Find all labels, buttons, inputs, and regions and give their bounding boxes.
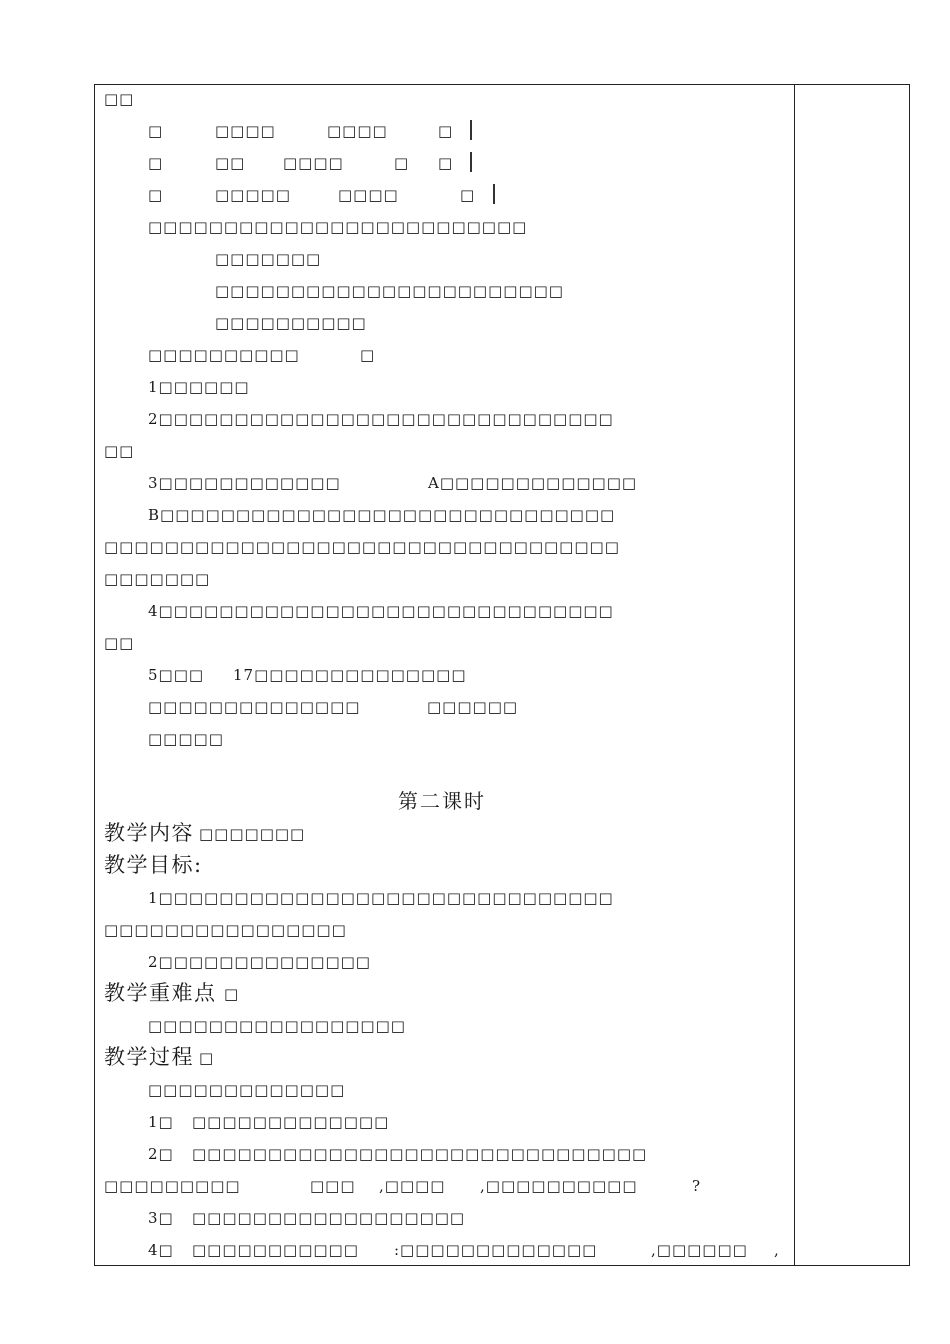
text-line: □□□□□□□□□□	[215, 314, 367, 332]
keypoints-value: □□□□□□□□□□□□□□□□□	[148, 1017, 406, 1035]
text-line: 17□□□□□□□□□□□□□□	[233, 666, 467, 684]
process-step: ,□□□□□□□□□□	[480, 1177, 638, 1195]
process-step: □□□	[310, 1177, 356, 1195]
goal-item-cont: □□□□□□□□□□□□□□□□	[104, 921, 347, 939]
text-line: □□	[215, 154, 246, 172]
text-line: □	[148, 122, 164, 140]
text-line: □	[438, 122, 454, 140]
column-divider	[794, 84, 795, 1266]
process-step: □□□□□□□□□□□□□□□□□□	[192, 1209, 466, 1227]
text-line: □□□□□□□	[104, 570, 211, 588]
text-line: □□□□□□□□□□□□□□□□□□□□□□□□□□□□□□□□□□	[104, 538, 620, 556]
process-step: ?	[692, 1177, 702, 1195]
process-step: ,□□□□	[379, 1177, 446, 1195]
text-line: □□□□	[215, 122, 276, 140]
step-number: 4□	[148, 1241, 174, 1259]
process-step: :□□□□□□□□□□□□□	[394, 1241, 598, 1259]
double-bar-icon	[470, 152, 472, 172]
text-line: A□□□□□□□□□□□□□	[428, 474, 638, 492]
process-step: ,□□□□□□	[651, 1241, 748, 1259]
text-line: □□□□	[327, 122, 388, 140]
text-line: □□□□□□□□□□□□□□	[148, 698, 361, 716]
text-line: □	[394, 154, 410, 172]
content-value: □□□□□□□	[199, 825, 306, 843]
text-line: □□□□□□□□□□□□□□□□□□□□□□□□□	[148, 218, 528, 236]
text-line: □	[148, 154, 164, 172]
text-line: 1□□□□□□	[148, 378, 250, 396]
process-step: □□□□□□□□□□□□□□□□□□□□□□□□□□□□□□	[192, 1145, 648, 1163]
text-line: 3□□□□□□□□□□□□	[148, 474, 341, 492]
text-line: □□□□	[338, 186, 399, 204]
step-number: 3□	[148, 1209, 174, 1227]
section-title: 第二课时	[398, 789, 486, 813]
text-line: □	[148, 186, 164, 204]
text-line: □	[360, 346, 376, 364]
text-line: □□□□□	[148, 730, 224, 748]
text-line: 4□□□□□□□□□□□□□□□□□□□□□□□□□□□□□□	[148, 602, 614, 620]
process-colon: □	[199, 1049, 215, 1067]
keypoints-label: 教学重难点	[104, 981, 217, 1005]
text-line: B□□□□□□□□□□□□□□□□□□□□□□□□□□□□□□	[148, 506, 616, 524]
text-line: □□□□□□□	[215, 250, 322, 268]
process-step: ,	[774, 1241, 780, 1259]
goals-label: 教学目标:	[104, 853, 203, 877]
text-line: □□□□□□□□□□□□□□□□□□□□□□□	[215, 282, 564, 300]
keypoints-colon: □	[224, 985, 240, 1003]
text-line: □□□□□	[215, 186, 291, 204]
process-step: □□□□□□□□□□□□□	[192, 1113, 390, 1131]
goal-item: 1□□□□□□□□□□□□□□□□□□□□□□□□□□□□□□	[148, 889, 614, 907]
content-label: 教学内容	[104, 821, 194, 845]
process-label: 教学过程	[104, 1045, 194, 1069]
process-step: □□□□□□□□□□□	[192, 1241, 359, 1259]
text-line: 5□□□	[148, 666, 205, 684]
text-line: □□□□□□	[427, 698, 519, 716]
text-line: □	[460, 186, 476, 204]
step-number: 2□	[148, 1145, 174, 1163]
text-line: 2□□□□□□□□□□□□□□□□□□□□□□□□□□□□□□	[148, 410, 614, 428]
step-number: 1□	[148, 1113, 174, 1131]
process-step: □□□□□□□□□□□□□	[148, 1081, 346, 1099]
text-line: □	[438, 154, 454, 172]
text-line: □□	[104, 90, 135, 108]
text-line: □□	[104, 442, 135, 460]
double-bar-icon	[470, 120, 472, 140]
text-line: □□□□□□□□□□	[148, 346, 300, 364]
text-line: □□□□	[283, 154, 344, 172]
goal-item: 2□□□□□□□□□□□□□□	[148, 953, 371, 971]
text-line: □□	[104, 634, 135, 652]
double-bar-icon	[493, 184, 495, 204]
process-step: □□□□□□□□□	[104, 1177, 241, 1195]
